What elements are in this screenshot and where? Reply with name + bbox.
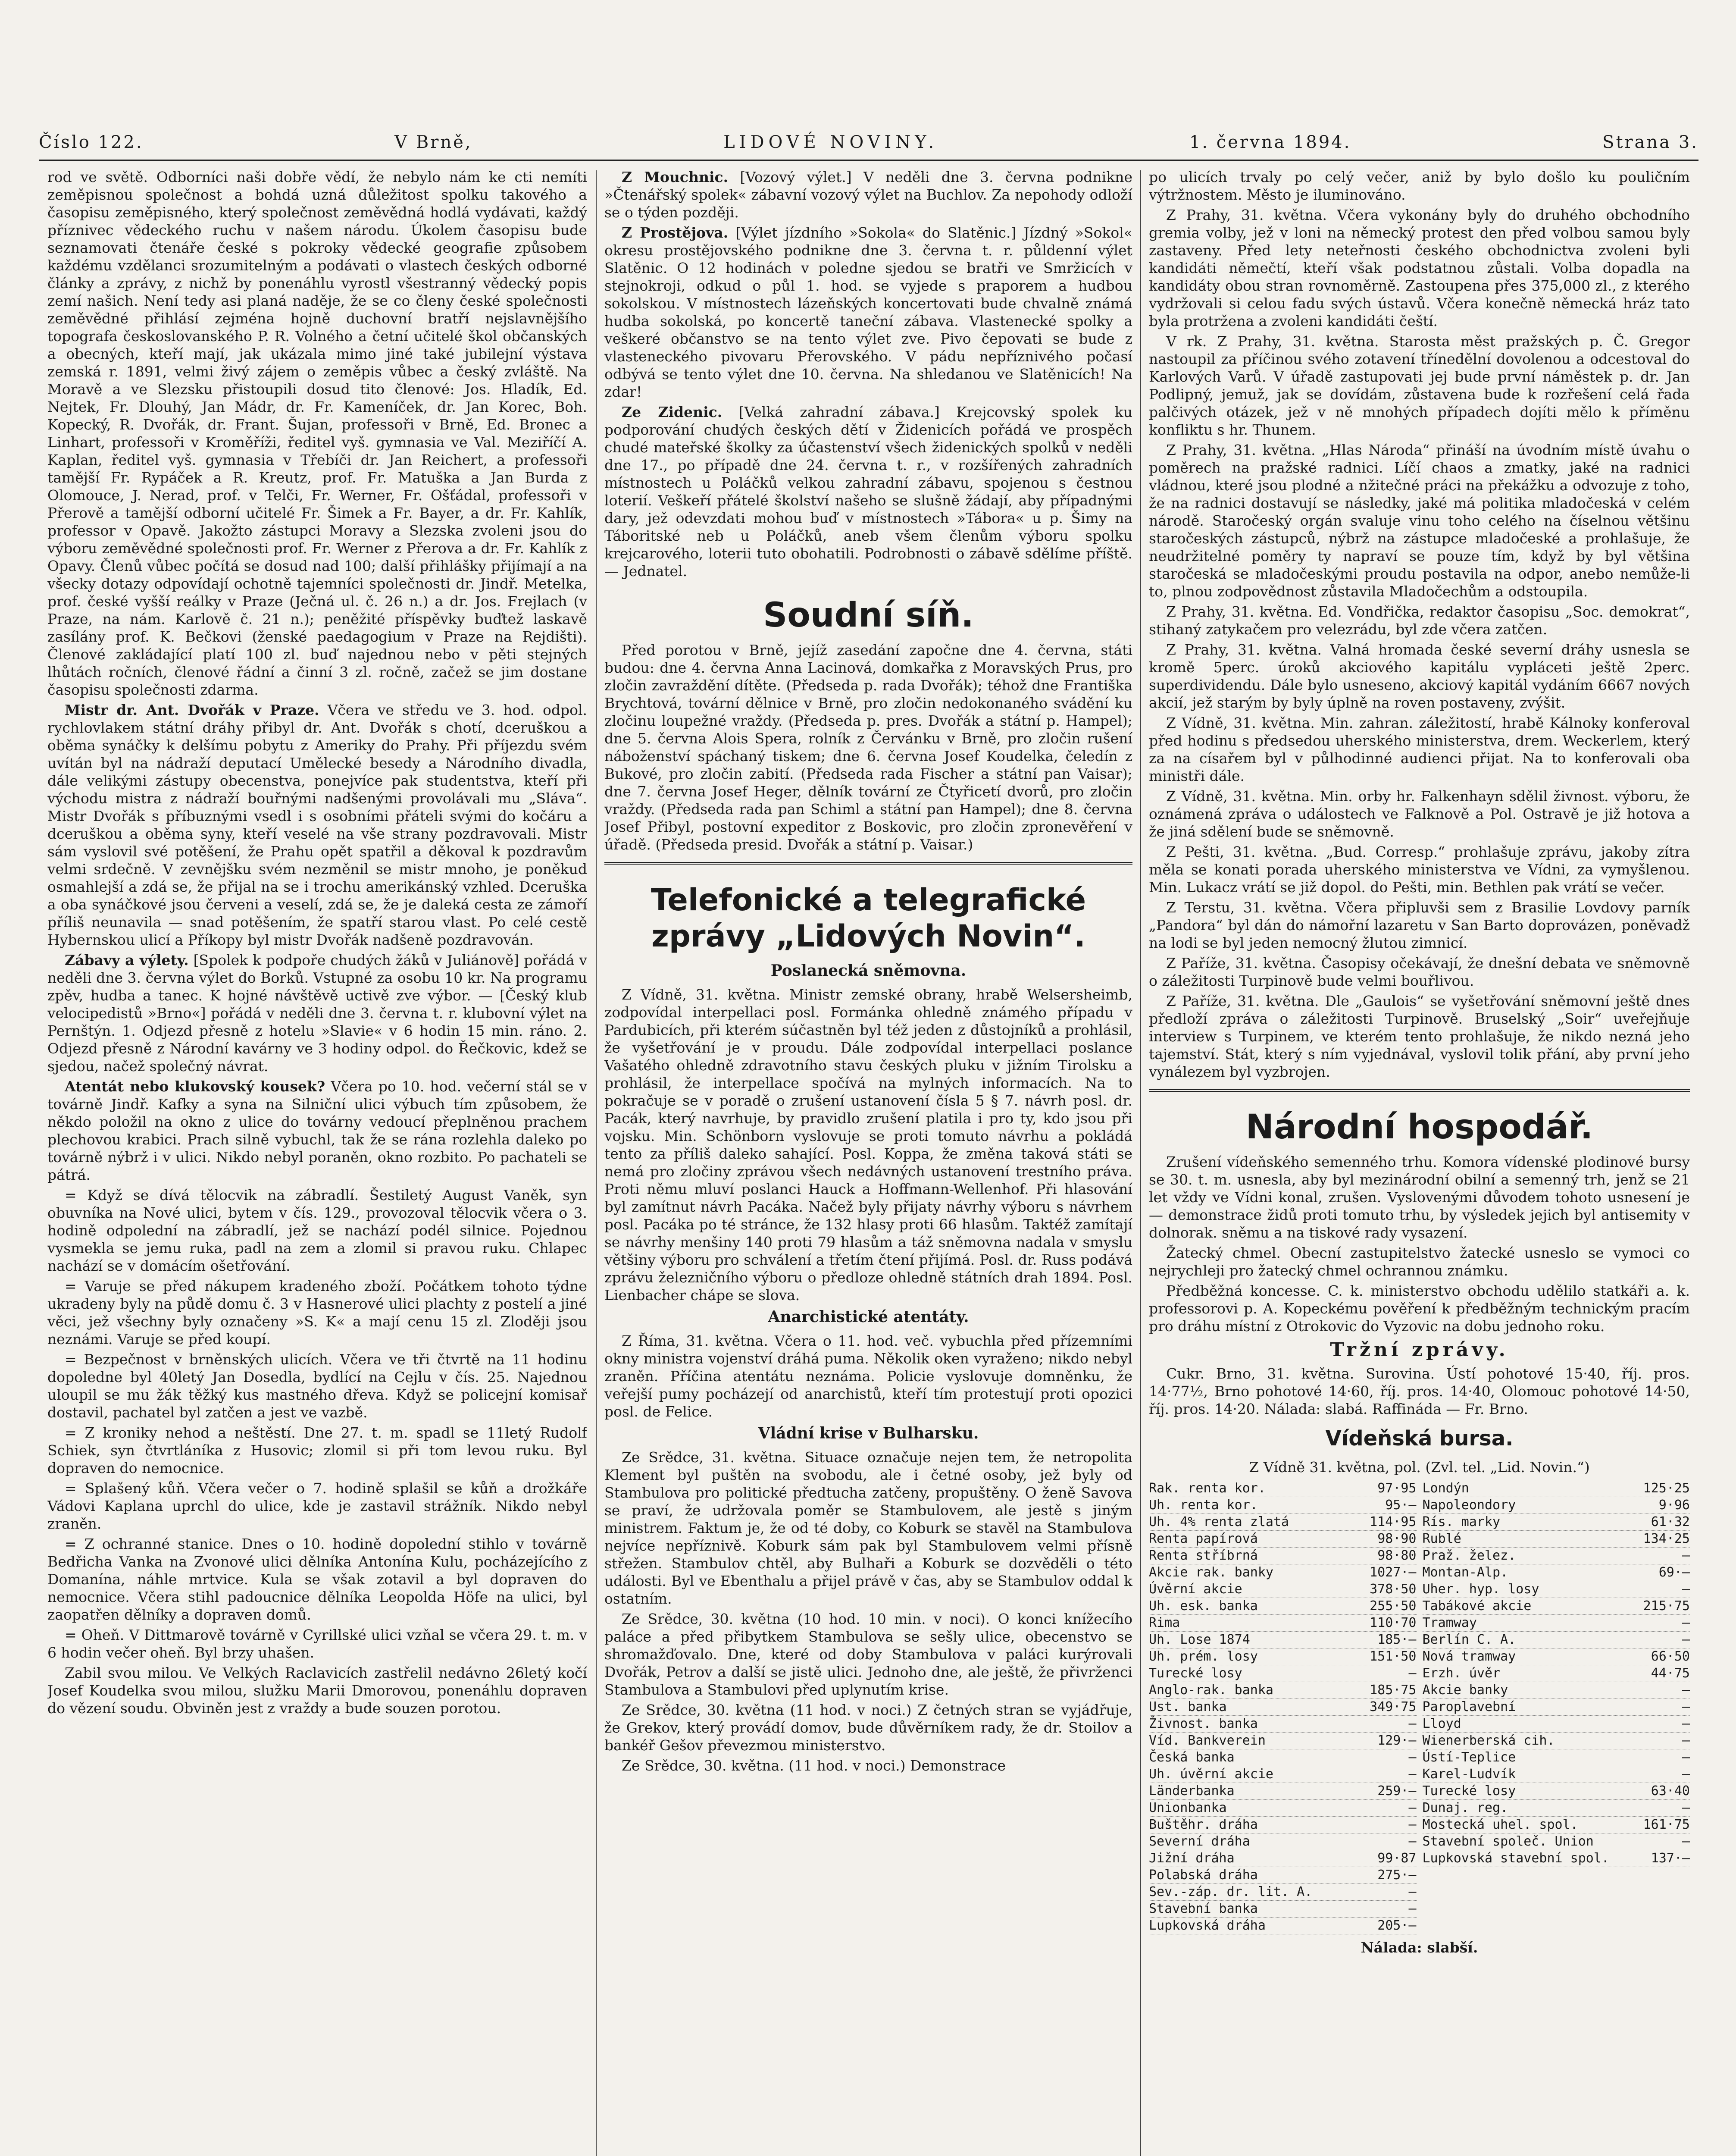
bursa-row [1149, 1783, 1417, 1800]
bursa-row [1423, 1632, 1690, 1648]
article-atentat-lead: Atentát nebo klukovský kousek? [65, 1078, 325, 1095]
bursa-security-price: — [1408, 1666, 1417, 1681]
bursa-mood: Nálada: slabší. [1361, 1939, 1478, 1956]
bursa-security-name: Karel-Ludvík [1422, 1767, 1516, 1782]
bursa-row [1423, 1548, 1690, 1564]
bursa-row [1149, 1716, 1417, 1733]
bursa-row [1149, 1867, 1417, 1884]
bursa-row [1149, 1749, 1417, 1766]
bursa-security-name: Uh. úvěrní akcie [1149, 1767, 1273, 1782]
bursa-security-name: Stavební banka [1149, 1901, 1258, 1916]
bursa-security-name: Renta stříbrná [1149, 1548, 1258, 1563]
bursa-security-name: Rima [1149, 1615, 1180, 1630]
bursa-security-price: 1027·— [1370, 1565, 1417, 1580]
article-snemovna: Z Vídně, 31. května. Ministr zemské obrany, hrabě Welsersheimb, zodpovídal interpellaci posl. Formánka ohledně známého případu v Pardubicích, při kterém súčastněn byl též jeden z důstojníků a prohlásil, že vyšetřování je v proudu. Dále zodpovídal interpellaci poslance Vašatého ohledně zdravotního stavu českých pluku v jižním Tirolsku a prohlásil, že interpellace spočívá na mylných informacích. Na to pokračuje se v poradě o zrušení ustanovení čísla 5 § 7. návrh posl. dr. Pacák, který navrhuje, by pravidlo zrušení platila i pro ty, kdo jsou při vojsku. Min. Schönborn vyslovuje se proti tomuto návrhu a pokládá tento za příliš daleko sahající. Posl. Koppa, že změna taková státi se nemá pro zločiny zprávou všech nedávných ustanovení trestního práva. Proti němu mluví poslanci Hauck a Hoffmann-Wellenhof. Při hlasování byl zamítnut návrh Pacáka. Načež byly přijaty návrhy výboru s návrhem posl. Pacáka po té stránce, že 132 hlasy proti 66 hlasům. Taktéž zamítají se návrhy menšiny 140 proti 79 hlasům a táž sněmovna nadala v smyslu většiny výboru pro schválení a třetím čtení přijímá. Posl. dr. Russ podává zprávu železničního výboru o předloze ohledně státních drah 1894. Posl. Lienbacher chápe se slova. [604, 986, 1132, 1304]
bursa-row [1423, 1665, 1690, 1682]
bursa-row [1423, 1800, 1690, 1817]
article-bulharsko-3: Ze Srědce, 30. května (11 hod. v noci.) Z četných stran se vyjádřuje, že Grekov, který provádí domov, bude důvěrníkem rady, že dr. Stoilov a bankéř Gešov převezmou ministerstvo. [604, 1702, 1132, 1754]
header-rule [39, 160, 1698, 161]
bursa-security-price: — [1682, 1733, 1690, 1748]
bursa-security-price: — [1408, 1834, 1417, 1849]
news-item: Z Prahy, 31. května. Ed. Vondřička, redaktor časopisu „Soc. demokrat“, stihaný zatykačem pro velezrádu, byl zde včera zatčen. [1149, 603, 1690, 638]
bursa-row [1149, 1497, 1417, 1514]
bursa-row [1149, 1733, 1417, 1749]
bursa-row [1149, 1548, 1417, 1564]
bursa-row [1423, 1531, 1690, 1548]
bursa-row [1149, 1817, 1417, 1833]
bursa-row [1149, 1531, 1417, 1548]
article-dvorak-text: Včera ve středu ve 3. hod. odpol. rychlovlakem státní dráhy přibyl dr. Ant. Dvořák s chotí, dceruškou a oběma synáčky k delšímu pobytu z Ameriky do Prahy. Při příjezdu svém uvítán byl na nádraží deputací Umělecké besedy a Národního divadla, dále velikými zástupy obecenstva, ponejvíce pak studentstva, kteří při východu mistra z nádraží bouřnými nadšenými provolávali mu „Sláva“. Mistr Dvořák s příbuznými vsedl i s osobními přáteli svými do kočáru a dceruškou a oběma syny, kteří veselé na vše strany pozdravovali. Mistr sám vyslovil své potěšení, že Prahu opět spatřil a děkoval k pozdravům velmi srdečně. V zevnějšku svém nezměnil se mistr mnoho, je poněkud osmahlejší a zdá se, že přijal na se i trochu amerikánský vzhled. Dceruška a oba synáčkové jsou červeni a veselí, zdá se, že je daleká cesta ze zámoří příliš neunavila — snad potěšením, že spatří starou vlast. Po celé cestě Hybernskou ulicí a Příkopy byl mistr Dvořák nadšeně pozdravován. [47, 702, 587, 948]
bursa-row [1423, 1783, 1690, 1800]
bursa-security-price: 161·75 [1643, 1817, 1690, 1832]
bursa-row [1149, 1699, 1417, 1716]
bursa-row [1423, 1817, 1690, 1833]
article-prostejov-lead: Z Prostějova. [622, 224, 729, 241]
bursa-security-name: Tabákové akcie [1422, 1598, 1532, 1614]
bursa-security-name: Dunaj. reg. [1422, 1800, 1508, 1815]
article-mouchnice [604, 168, 1132, 221]
bursa-security-price: 129·— [1377, 1733, 1417, 1748]
bursa-row [1423, 1749, 1690, 1766]
news-item: = Z kroniky nehod a neštěstí. Dne 27. t. m. spadl se 11letý Rudolf Schiek, syn čtvrtláníka z Husovic; zlomil si při tom levou ruku. Byl dopraven do nemocnice. [47, 1424, 587, 1476]
bursa-security-price: — [1682, 1834, 1690, 1849]
bursa-row [1423, 1564, 1690, 1581]
bursa-security-name: Erzh. úvěr [1422, 1666, 1501, 1681]
subheading-trzni-zpravy: Tržní zprávy. [1330, 1339, 1509, 1361]
section-divider [1149, 1089, 1690, 1092]
article-zidenice-text: [Velká zahradní zábava.] Krejcovský spolek ku podporování chudých českých dětí v Židenicích pořádá ve prospěch chudé mateřské školky za účastenství všech židenických spolků v neděli dne 17., po případě dne 24. června t. r., v rozšířených zahradních místnostech u Poláčků velkou zahradní zábavu, spojenou s čestnou loterií. Veškeří přátelé školství našeho se slušně žádají, aby případnými dary, jež odevzdati mohou buď v místnostech »Tábora« u p. Šimy na Táboritské neb u Poláčků, aneb všem členům výboru spolku krejcarového, loterii tuto obohatili. Podrobnosti o zábavě sdělíme příště. — Jednatel. [604, 404, 1132, 580]
news-item: Z Vídně, 31. května. Min. zahran. záležitostí, hrabě Kálnoky konferoval před hodinu s předsedou uherského ministerstva, drem. Weckerlem, který za na císařem byl v půlhodinné audienci přijat. Na to konferovali oba ministři dále. [1149, 714, 1690, 784]
bursa-security-name: Úvěrní akcie [1149, 1582, 1242, 1597]
bursa-security-name: Uh. renta kor. [1149, 1498, 1258, 1513]
news-item: = Oheň. V Dittmarově továrně v Cyrillské ulici vzňal se včera 29. t. m. v 6 hodin večer oheň. Byl brzy uhašen. [47, 1626, 587, 1661]
article-zabavy-lead: Zábavy a výlety. [65, 952, 189, 968]
page-header [39, 129, 1698, 155]
bursa-security-price: 63·40 [1651, 1783, 1690, 1799]
article-zidenice-lead: Ze Zidenic. [622, 404, 723, 420]
column-divider-2 [1140, 170, 1141, 2156]
article-anarchiste: Z Říma, 31. května. Včera o 11. hod. več. vybuchla před přízemními okny ministra vojenství dráhá puma. Několik oken vyraženo; nikdo nebyl zraněn. Příčina atentátu neznáma. Policie vyslovuje domněnku, že veřejší pumy pocházejí od anarchistů, kteří tím protestují proti opozici posl. de Felice. [604, 1332, 1132, 1420]
bursa-row [1423, 1581, 1690, 1598]
article-mouchnice-lead: Z Mouchnic. [622, 169, 729, 185]
bursa-security-price: 275·— [1377, 1868, 1417, 1883]
bursa-security-price: 9·96 [1658, 1498, 1690, 1513]
bursa-dateline: Z Vídně 31. května, pol. (Zvl. tel. „Lid. Novin.“) [1249, 1459, 1590, 1476]
column-2 [604, 168, 1132, 2156]
bursa-security-name: Berlín C. A. [1422, 1632, 1516, 1647]
bursa-row [1423, 1682, 1690, 1699]
bursa-security-price: 69·— [1658, 1565, 1690, 1580]
news-item: Z Vídně, 31. května. Min. orby hr. Falkenhayn sdělil živnost. výboru, že oznámená zpráva o událostech ve Falknově a Pol. Ostravě je již hotova a že jiná sdělení bude se sněmovně. [1149, 788, 1690, 840]
column-1 [47, 168, 587, 2156]
news-item: = Varuje se před nákupem kradeného zboží. Počátkem tohoto týdne ukradeny byly na půdě domu č. 3 v Hasnerové ulici plachty z postelí a jiné věci, jež všechny byly označeny »S. K« a mají cenu 15 zl. Zloději jsou neznámi. Varuje se před koupí. [47, 1278, 587, 1348]
bursa-security-name: Rak. renta kor. [1149, 1481, 1266, 1496]
article-zemepis: rod ve světě. Odborníci naši dobře vědí, že nebylo nám ke cti nemíti zeměpisnou společnost a bohdá uzná důležitost spolku takového a časopisu zeměpisného, který společnost zeměvědná hodlá vydávati, každý příznivec vědeckého ruchu v našem národu. Úkolem časopisu bude seznamovati čtenáře české s pokroky vědecké geografie způsobem každému vzdělanci srozumitelným a podávati o vlastech českých odborné články a zprávy, z nichž by ponenáhlu vyrostl všestranný vědecký popis zemí našich. Není tedy asi planá naděje, že se co členy české společnosti zeměvědné přihlásí zejména hojně duchovní bratří nejslavnějšího topografa českoslovanského P. R. Volného a četní učitelé škol občanských a obecných, kteří mají, jak ukázala mimo jiné také jubilejní výstava zemská r. 1891, velmi živý zájem o zeměpis vůbec a český zvláště. Na Moravě a ve Slezsku přistoupili dosud tito členové: Jos. Hladík, Ed. Nejtek, Fr. Dlouhý, Jan Mádr, dr. Fr. Kameníček, dr. Jan Korec, Boh. Kopecký, R. Dvořák, dr. Frant. Šujan, professoři v Brně, Ed. Bronec a Linhart, professoři v Kroměříži, ředitel vyš. gymnasia ve Val. Meziříčí A. Kaplan, ředitel vyš. gymnasia v Třebíči dr. Jan Reichert, a professoři tamější Fr. Rypáček a R. Kreutz, prof. Fr. Matuška a Jan Burda z Olomouce, J. Nerad, prof. v Telči, Fr. Werner, Fr. Ošťádal, professoři v Přerově a tamější odborní učitelé Fr. Šimek a Fr. Bayer, a dr. Fr. Kahlík, professor v Opavě. Jakožto zástupci Moravy a Slezska zvoleni jsou do výboru zeměvědné společnosti prof. Fr. Werner z Přerova a dr. Fr. Kahlík z Opavy. Členů vůbec počítá se dosud nad 100; další přihlášky přijímají a na všecky dotazy odpovídají ochotně tajemníci společnosti dr. Jindř. Metelka, prof. české vyšší reálky v Praze (Ječná ul. č. 26 n.) a dr. Jos. Frejlach (v Praze, na nám. Karlově č. 21 n.); peněžité příspěvky buďtež laskavě zasílány prof. K. Bečkovi (ženské paedagogium v Praze na Rejdišti). Členové zakládající platí 100 zl. buď najednou nebo v pěti stejných lhůtách ročních, členové řádní a činní 3 zl. ročně, začež se jim dostane časopisu společnosti zdarma. [47, 169, 587, 698]
section-title-narodni-hospodar: Národní hospodář. [1245, 1108, 1593, 1147]
news-item: Zabil svou milou. Ve Velkých Raclavicích zastřelil nedávno 26letý kočí Josef Koudelka svou milou, služku Marii Dmorovou, ponenáhlu dopraven do vězení soudu. Obviněn jest z vraždy a bude souzen porotou. [47, 1664, 587, 1717]
article-zabavy-text: [Spolek k podpoře chudých žáků v Juliánově] pořádá v neděli dne 3. června výlet do Borků. Vstupné za osobu 10 kr. Na programu zpěv, hudba a tanec. K hojné návštěvě uctivě zve výbor. — [Český klub velocipedistů »Brno«] pořádá v neděli dne 3. června t. r. klubovní výlet na Pernštýn. 1. Odjezd přesně z hotelu »Slavie« v 6 hodin 15 min. ráno. 2. Odjezd přesně z Národní kavárny ve 3 hodiny odpol. do Řečkovic, kdež se sjedou, načež společný návrat. [47, 952, 587, 1075]
bursa-row [1149, 1918, 1417, 1934]
bursa-row [1149, 1514, 1417, 1531]
bursa-row [1149, 1833, 1417, 1850]
bursa-security-name: Uher. hyp. losy [1422, 1582, 1539, 1597]
news-item: po ulicích trvaly po celý večer, aniž by bylo došlo ku pouličním výtržnostem. Město je iluminováno. [1149, 169, 1690, 203]
section-title-soudni-sin: Soudní síň. [763, 596, 974, 635]
news-item: Z Paříže, 31. května. Časopisy očekávají, že dnešní debata ve sněmovně o záležitosti Turpinově bude velmi bouřlivou. [1149, 955, 1690, 989]
bursa-security-price: 349·75 [1370, 1699, 1417, 1714]
bursa-row [1423, 1699, 1690, 1716]
bursa-row [1423, 1598, 1690, 1615]
article-atentat-text: Včera po 10. hod. večerní stál se v továrně Jindř. Kafky a syna na Silniční ulici výbuch tím způsobem, že někdo položil na okno z ulice do továrny vedoucí přeplněnou prachem plechovou krabici. Prach silně vybuchl, tak že se rána rozlehla daleko po továrně nýbrž i v ulici. Nikdo nebyl poraněn, okno rozbito. Po pachateli se pátrá. [47, 1078, 587, 1183]
article-prostejov [604, 224, 1132, 401]
bursa-row [1423, 1480, 1690, 1497]
article-bulharsko-2: Ze Srědce, 30. května (10 hod. 10 min. v noci). O konci knížecího paláce a před přibytkem Stambulova se sešly ulice, obecenstvo se shromažďovalo. Dne, které od doby Stambulova v paláci kurýrovali Dvořák, Petrov a další se jistě ulici. Jednoho dne, ale ještě, že přivrženci Stambulova a Stambulovi před uplynutím krise. [604, 1611, 1132, 1698]
bursa-security-name: Sev.-záp. dr. lit. A. [1149, 1884, 1313, 1899]
bursa-row [1149, 1615, 1417, 1632]
article-dvorak [47, 701, 587, 949]
bursa-security-price: 99·87 [1377, 1851, 1417, 1866]
bursa-security-price: 205·— [1377, 1918, 1417, 1933]
bursa-security-name: Ust. banka [1149, 1699, 1227, 1714]
bursa-security-name: Mostecká uhel. spol. [1422, 1817, 1578, 1832]
bursa-security-name: Paroplavební [1422, 1699, 1516, 1714]
column-3 [1149, 168, 1690, 2156]
bursa-security-name: Nová tramway [1422, 1649, 1516, 1664]
bursa-security-price: — [1682, 1716, 1690, 1731]
bursa-security-price: 61·32 [1651, 1514, 1690, 1529]
bursa-security-price: — [1408, 1817, 1417, 1832]
article-cukr: Cukr. Brno, 31. května. Surovina. Ústí pohotové 15·40, říj. pros. 14·77½, Brno pohotové 14·60, říj. pros. 14·40, Olomouc pohotové 14·50, říj. pros. 14·20. Nálada: slabá. Raffináda — Fr. Brno. [1149, 1365, 1690, 1417]
bursa-column-left [1149, 1480, 1417, 1934]
bursa-security-price: — [1408, 1716, 1417, 1731]
bursa-security-price: — [1682, 1582, 1690, 1597]
bursa-security-price: 185·— [1377, 1632, 1417, 1647]
bursa-row [1423, 1497, 1690, 1514]
bursa-row [1149, 1632, 1417, 1648]
bursa-row [1149, 1665, 1417, 1682]
bursa-row [1149, 1800, 1417, 1817]
bursa-security-price: — [1682, 1548, 1690, 1563]
bursa-security-name: Rís. marky [1422, 1514, 1501, 1529]
bursa-security-name: Londýn [1422, 1481, 1469, 1496]
article-zabavy [47, 951, 587, 1075]
bursa-security-name: Ústí-Teplice [1422, 1750, 1516, 1765]
bursa-security-price: — [1408, 1884, 1417, 1899]
bursa-security-name: Živnost. banka [1149, 1716, 1258, 1731]
bursa-security-name: Buštěhr. dráha [1149, 1817, 1258, 1832]
bursa-row [1423, 1766, 1690, 1783]
subheading-bulharsko: Vládní krise v Bulharsku. [758, 1424, 979, 1442]
bursa-security-name: Renta papírová [1149, 1531, 1258, 1546]
bursa-security-price: 255·50 [1370, 1598, 1417, 1614]
article-koncesse: Předběžná koncesse. C. k. ministerstvo obchodu udělilo statkáři a. k. professorovi p. A. Kopeckému pověření k předběžným technickým pracím pro dráhu místní z Otrokovic do Vyzovic na dobu jednoho roku. [1149, 1282, 1690, 1335]
article-atentat [47, 1078, 587, 1184]
news-item: = Splašený kůň. Včera večer o 7. hodině splašil se kůň a drožkáře Vádovi Kaplana uprchl do ulice, kde je zastavil strážník. Nikdo nebyl zraněn. [47, 1480, 587, 1532]
bursa-security-name: Lupkovská stavební spol. [1422, 1851, 1609, 1866]
page-number: Strana 3. [1602, 132, 1698, 152]
bursa-row [1149, 1564, 1417, 1581]
bursa-security-price: 215·75 [1643, 1598, 1690, 1614]
bursa-security-price: 125·25 [1643, 1481, 1690, 1496]
subheading-anarchiste: Anarchistické atentáty. [768, 1308, 969, 1326]
bursa-row [1423, 1615, 1690, 1632]
section-divider [604, 862, 1132, 865]
bursa-row [1149, 1682, 1417, 1699]
bursa-security-name: Napoleondory [1422, 1498, 1516, 1513]
bursa-row [1423, 1648, 1690, 1665]
bursa-security-name: Severní dráha [1149, 1834, 1250, 1849]
bursa-row [1423, 1733, 1690, 1749]
bursa-security-price: — [1682, 1750, 1690, 1765]
bursa-row [1149, 1850, 1417, 1867]
subheading-videnska-bursa: Vídeňská bursa. [1325, 1426, 1514, 1451]
bursa-security-name: Praž. želez. [1422, 1548, 1516, 1563]
bursa-security-price: — [1408, 1750, 1417, 1765]
bursa-table [1149, 1480, 1690, 1934]
bursa-security-name: Jižní dráha [1149, 1851, 1235, 1866]
issue-date: 1. června 1894. [1189, 132, 1351, 152]
bursa-security-name: Länderbanka [1149, 1783, 1235, 1799]
subheading-snemovna: Poslanecká sněmovna. [770, 962, 967, 980]
bursa-row [1149, 1766, 1417, 1783]
bursa-row [1149, 1598, 1417, 1615]
section-title-telegrafy: Telefonické a telegrafické zprávy „Lidových Novin“. [651, 882, 1086, 954]
bursa-row [1149, 1480, 1417, 1497]
article-bulharsko-4: Ze Srědce, 30. května. (11 hod. v noci.) Demonstrace [622, 1757, 1006, 1774]
bursa-security-price: — [1682, 1615, 1690, 1630]
bursa-security-price: — [1408, 1800, 1417, 1815]
paper-name: LIDOVÉ NOVINY. [723, 132, 938, 152]
bursa-security-price: — [1682, 1632, 1690, 1647]
bursa-security-price: 378·50 [1370, 1582, 1417, 1597]
news-item: Z Paříže, 31. května. Dle „Gaulois“ se vyšetřování sněmovní ještě dnes předloží zpráva o záležitosti Turpinově. Bruselský „Soir“ uveřejňuje interview s Turpinem, ve kterém tento prohlašuje, že nikdo nezná jeho tajemství. Stát, který s ním vyjednával, vyslovil tolik přání, aby první jeho vynálezem byl vyzbrojen. [1149, 993, 1690, 1080]
article-zatecky-chmel: Žatecký chmel. Obecní zastupitelstvo žatecké usneslo se vymoci co nejrychleji pro žatecký chmel ochrannou známku. [1149, 1244, 1690, 1279]
bursa-security-price: — [1408, 1767, 1417, 1782]
news-item: = Bezpečnost v brněnských ulicích. Včera ve tři čtvrtě na 11 hodinu dopoledne byl 40letý Jan Dosedla, bydlící na Cejlu v čís. 25. Najednou uloupil se mu žák těžký kus mastného dřeva. Když se policejní komisař dostavil, pachatel byl zatčen a jest ve vazbě. [47, 1351, 587, 1421]
bursa-row [1149, 1648, 1417, 1665]
bursa-security-name: Polabská dráha [1149, 1868, 1258, 1883]
bursa-security-name: Wienerberská cih. [1422, 1733, 1555, 1748]
bursa-column-right [1423, 1480, 1690, 1934]
city: V Brně, [394, 132, 472, 152]
article-prostejov-text: [Výlet jízdního »Sokola« do Slatěnic.] Jízdný »Sokol« okresu prostějovského podnikne dne 3. června t. r. půldenní výlet Slatěnic. O 12 hodinách v poledne sjedou se bratři ve Smržicích v stejnokroji, odkud o půl 1. hod. se vyjede s praporem a hudbou sokolskou. V místnostech lázeňských koncertovati bude chvalně známá hudba sokolská, po koncertě taneční zábava. Vlastenecké spolky a veškeré občanstvo se na tento výlet zve. Pivo čepovati se bude z vlasteneckého pivovaru Přerovského. V pádu nepříznivého počasí odbývá se tento výlet dne 10. června. Na shledanou ve Slatěnicích! Na zdar! [604, 224, 1132, 400]
news-item: Z Terstu, 31. května. Včera připluvši sem z Brasilie Lovdovy parník „Pandora“ byl dán do námořní lazaretu v San Barto doprovázen, poněvadž na lodi se byl jeden nemocný žlutou zimnicí. [1149, 899, 1690, 951]
bursa-security-name: Akcie banky [1422, 1683, 1508, 1698]
article-dvorak-lead: Mistr dr. Ant. Dvořák v Praze. [65, 702, 319, 718]
bursa-security-name: Montan-Alp. [1422, 1565, 1508, 1580]
bursa-security-price: — [1682, 1800, 1690, 1815]
bursa-row [1423, 1716, 1690, 1733]
column-divider-1 [596, 170, 597, 2156]
news-item: Z Prahy, 31. května. Včera vykonány byly do druhého obchodního gremia volby, jež v loni na německý protest den před volbou samou byly zastaveny. Před lety neteřnosti českého obchodnictva zvoleni byli kandidáti němečtí, kteří však podstatnou zůstali. Volba dopadla na kandidáty obou stran rovnoměrně. Zastoupena přes 375,000 zl., z kterého vydržovali si celou fadu svých ústavů. Včera konečně německá hráz tato byla protržena a zvoleni kandidáti čeští. [1149, 207, 1690, 329]
bursa-security-price: 137·— [1651, 1851, 1690, 1866]
news-item: V rk. Z Prahy, 31. května. Starosta měst pražských p. Č. Gregor nastoupil za příčinou svého zotavení třínedělní dovolenou a odcestoval do Karlových Varů. V úřadě zastupovati jej bude první náměstek p. dr. Jan Podlipný, jemuž, jak se dovídám, zůstavena bude k rozřešení celá řada palčivých otázek, jež v ně mnohých případech dojíti mělo k příměnu konfliktu s hr. Thunem. [1149, 333, 1690, 438]
news-item: Z Pešti, 31. května. „Bud. Corresp.“ prohlašuje zprávu, jakoby zítra měla se konati porada uherského ministerstva ve Vídni, za vymyšlenou. Min. Lukacz vrátí se již dopol. do Pešti, min. Bethlen pak vrátí se večer. [1149, 843, 1690, 896]
bursa-security-name: Česká banka [1149, 1750, 1235, 1765]
bursa-security-price: 98·80 [1377, 1548, 1417, 1563]
bursa-security-price: 66·50 [1651, 1649, 1690, 1664]
news-item: Z Prahy, 31. května. Valná hromada české severní dráhy usnesla se kromě 5perc. úroků akciového kapitálu vypláceti ještě 2perc. superdividendu. Dále bylo usneseno, akciový kapitál vydáním 6667 nových akcií, jež starým by byly úplně na roven postaveny, zvýšit. [1149, 641, 1690, 711]
bursa-security-name: Rublé [1422, 1531, 1461, 1546]
bursa-security-price: 151·50 [1370, 1649, 1417, 1664]
bursa-security-name: Uh. Lose 1874 [1149, 1632, 1250, 1647]
bursa-security-price: — [1682, 1699, 1690, 1714]
bursa-security-price: 110·70 [1370, 1615, 1417, 1630]
article-bulharsko-1: Ze Srědce, 31. května. Situace označuje nejen tem, že netropolita Klement byl puštěn na svobodu, ale i četné osoby, jež byly od Stambulova pro politické předtucha zatčeny, propuštěny. O ženě Savova se praví, že udržovala poměr se Stambulovem, ale jestě s jiným ministrem. Faktum je, že od té doby, co Koburk se stavěl na Stambulova nejvíce nepříznivě. Koburk sám pak byl Stambulovem velmi přísně střežen. Stambulov chtěl, aby Bulhaři a Koburk se dozvěděli o této události. Byl ve Ebenthalu a přijel právě v čas, aby se Stambulov oddal k ostatním. [604, 1449, 1132, 1607]
bursa-row [1423, 1850, 1690, 1867]
bursa-security-price: 98·90 [1377, 1531, 1417, 1546]
bursa-security-price: 134·25 [1643, 1531, 1690, 1546]
bursa-security-name: Lupkovská dráha [1149, 1918, 1266, 1933]
bursa-security-name: Anglo-rak. banka [1149, 1683, 1273, 1698]
bursa-security-name: Turecké losy [1422, 1783, 1516, 1799]
bursa-security-name: Lloyd [1422, 1716, 1461, 1731]
bursa-row [1423, 1514, 1690, 1531]
bursa-row [1423, 1833, 1690, 1850]
bursa-security-name: Uh. esk. banka [1149, 1598, 1258, 1614]
bursa-security-name: Unionbanka [1149, 1800, 1227, 1815]
bursa-security-price: — [1408, 1901, 1417, 1916]
bursa-security-price: 114·95 [1370, 1514, 1417, 1529]
article-mouchnice-text: [Vozový výlet.] V neděli dne 3. června podnikne »Čtenářský spolek« zábavní vozový výlet na Buchlov. Za nepohody odloží se o týden později. [604, 169, 1132, 221]
bursa-security-name: Stavební společ. Union [1422, 1834, 1594, 1849]
bursa-security-price: 44·75 [1651, 1666, 1690, 1681]
bursa-row [1149, 1581, 1417, 1598]
bursa-security-name: Turecké losy [1149, 1666, 1242, 1681]
bursa-row [1149, 1901, 1417, 1918]
bursa-security-name: Uh. prém. losy [1149, 1649, 1258, 1664]
article-porota: Před porotou v Brně, jejíž zasedání započne dne 4. června, státi budou: dne 4. června Anna Lacinová, domkařka z Moravských Prus, pro zločin zavraždění dítěte. (Předseda p. rada Dvořák); téhož dne Františka Brychtová, tovární dělnice v Brně, pro zločin nedokonaného svádění ku zločinu loupežné vraždy. (Předseda p. pres. Dvořák a státní p. Hampel); dne 5. června Alois Spera, rolník z Červánku v Brně, pro zločin rušení náboženství spáchaný tiskem; dne 6. června Josef Koudelka, čeledín z Bukové, pro zločin zabití. (Předseda rada Fischer a státní pan Vaisar); dne 7. června Josef Heger, dělník tovární ze Čtyřicetí dvorů, pro zločin vraždy. (Předseda rada pan Schiml a státní pan Hampel); dne 8. června Josef Přibyl, postovní expeditor z Boskovic, pro zločin zpronevěření v úřadě. (Předseda presid. Dvořák a státní p. Vaisar.) [604, 642, 1132, 853]
bursa-security-name: Tramway [1422, 1615, 1477, 1630]
bursa-security-price: 259·— [1377, 1783, 1417, 1799]
bursa-security-price: 185·75 [1370, 1683, 1417, 1698]
bursa-security-name: Akcie rak. banky [1149, 1565, 1273, 1580]
bursa-security-price: 95·— [1385, 1498, 1417, 1513]
bursa-security-price: 97·95 [1377, 1481, 1417, 1496]
bursa-security-name: Víd. Bankverein [1149, 1733, 1266, 1748]
news-item: Z Prahy, 31. května. „Hlas Národa“ přináší na úvodním místě úvahu o poměrech na pražské radnici. Líčí chaos a zmatky, jaké na radnici vládnou, které jsou plodné a nžitečné práci na překážku a odvozuje z toho, že na radnici dostavují se následky, jaké má politika mladočeská v celém národě. Staročeský orgán svaluje vinu toho celého na číselnou většinu staročeských zástupců, nýbrž na zástupce mladočeské a prohlašuje, že neudržitelné poměry ty napraví se pouze tím, když by byl většina staročeská se mladočeskými proudu postavila na odpor, anebo nemůže-li to, plnou zodpovědnost zůstavila Mladočechům a odstoupila. [1149, 442, 1690, 600]
issue-number: Číslo 122. [39, 132, 144, 152]
bursa-security-price: — [1682, 1767, 1690, 1782]
news-item: = Z ochranné stanice. Dnes o 10. hodině dopolední stihlo v továrně Bedřicha Vanka na Zvonové ulici dělníka Antonína Kulu, pocházejícího z Domanína, náhle mrtvice. Kula se však zotavil a byl dopraven do nemocnice. Včera stihl padoucnice dělníka Leopolda Höfe na ulici, byl zaopatřen dělníky a dopraven domů. [47, 1536, 587, 1623]
news-item: = Když se dívá tělocvik na zábradlí. Šestiletý August Vaněk, syn obuvníka na Nové ulici, bytem v čís. 129., provozoval tělocvik včera o 3. hodině odpolední na zábradlí, jež se nachází podél silnice. Pojednou vysmekla se jemu ruka, padl na zem a zlomil si pravou ruku. Chlapec nachází se v domácím ošetřování. [47, 1187, 587, 1274]
bursa-security-price: — [1682, 1683, 1690, 1698]
article-semenny-trh: Zrušení vídeňského semenného trhu. Komora vídenské plodinové bursy se 30. t. m. usnesla, aby byl mezinárodní obilní a semenný trh, jenž se 21 let vždy ve Vídni konal, zrušen. Vyslovenými důvodem tohoto usnesení je — demonstrace židů proti tomuto trhu, by výsledek jejich byl antisemity v dolnorak. sněmu a na tiskové rady vysazení. [1149, 1153, 1690, 1241]
article-zidenice [604, 403, 1132, 580]
bursa-security-name: Uh. 4% renta zlatá [1149, 1514, 1289, 1529]
bursa-row [1149, 1884, 1417, 1901]
